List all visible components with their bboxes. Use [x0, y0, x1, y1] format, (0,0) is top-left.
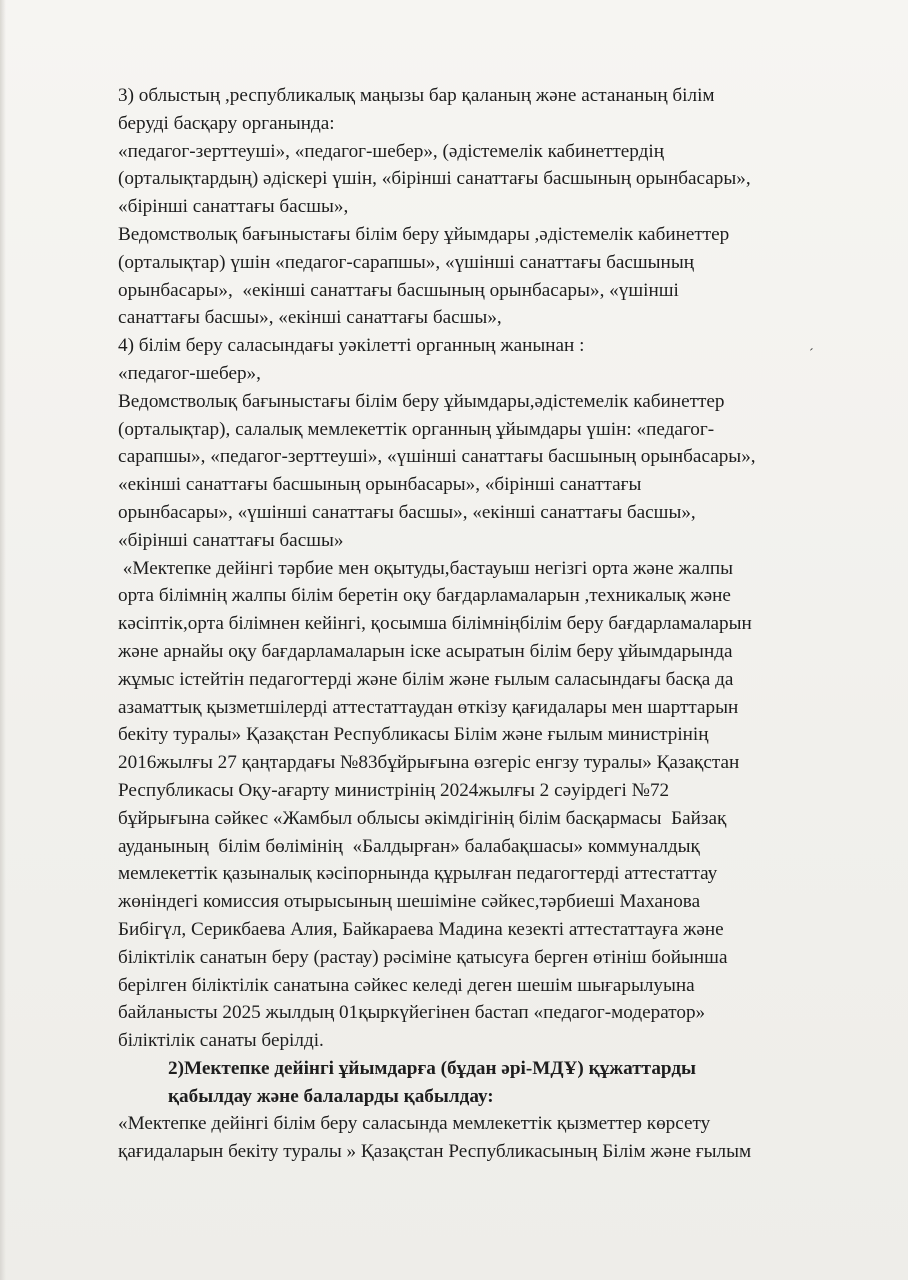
text-line: берілген біліктілік санатына сәйкес келеді деген шешім шығарылуына: [118, 974, 695, 996]
page-edge-shadow: [0, 0, 6, 1280]
text-line: қағидаларын бекіту туралы » Қазақстан Республикасының Білім және ғылым: [118, 1141, 752, 1163]
text-line: «бірінші санаттағы басшы»: [118, 529, 344, 551]
text-line: «Мектепке дейінгі білім беру саласында мемлекеттік қызметтер көрсету: [118, 1113, 711, 1135]
text-line: «Мектепке дейінгі тәрбие мен оқытуды,бастауыш негізгі орта және жалпы: [118, 557, 734, 579]
section-heading-line: қабылдау және балаларды қабылдау:: [168, 1085, 494, 1107]
text-line: Ведомстволық бағыныстағы білім беру ұйымдары,әдістемелік кабинеттер: [118, 390, 725, 412]
margin-pen-mark: ˊ: [809, 347, 814, 362]
text-line: 4) білім беру саласындағы уәкілетті органның жанынан :: [118, 335, 585, 357]
text-line: (орталықтар) үшін «педагог-сарапшы», «үшінші санаттағы басшының: [118, 251, 694, 273]
text-line: ауданының білім бөлімінің «Балдырған» балабақшасы» коммуналдық: [118, 835, 700, 857]
text-line: және арнайы оқу бағдарламаларын іске асыратын білім беру ұйымдарында: [118, 640, 733, 662]
text-line: біліктілік санаты берілді.: [118, 1030, 324, 1052]
text-line: беруді басқару органында:: [118, 112, 335, 134]
text-line: 3) облыстың ,республикалық маңызы бар қаланың және астананың білім: [118, 85, 715, 106]
text-line: «педагог-шебер»,: [118, 362, 261, 384]
text-line: Бибігүл, Серикбаева Алия, Байкараева Мадина кезекті аттестаттауға және: [118, 918, 724, 940]
section-heading-line: 2)Мектепке дейінгі ұйымдарға (бұдан әрі-МДҰ) құжаттарды: [168, 1057, 697, 1079]
text-line: мемлекеттік қазыналық кәсіпорнында құрылған педагогтерді аттестаттау: [118, 863, 718, 885]
text-line: Республикасы Оқу-ағарту министрінің 2024жылғы 2 сәуірдегі №72: [118, 779, 670, 801]
text-line: біліктілік санатын беру (растау) рәсіміне қатысуға берген өтініш бойынша: [118, 946, 728, 968]
text-line: «педагог-зерттеуші», «педагог-шебер», (әдістемелік кабинеттердің: [118, 140, 664, 162]
text-line: бекіту туралы» Қазақстан Республикасы Білім және ғылым министрінің: [118, 724, 709, 746]
document-body: [118, 82, 848, 1166]
text-line: азаматтық қызметшілерді аттестаттаудан өткізу қағидалары мен шарттарын: [118, 696, 739, 718]
text-line: 2016жылғы 27 қаңтардағы №83бұйрығына өзгеріс енгзу туралы» Қазақстан: [118, 752, 740, 774]
text-line: орынбасары», «екінші санаттағы басшының орынбасары», «үшінші: [118, 279, 679, 301]
text-line: Ведомстволық бағыныстағы білім беру ұйымдары ,әдістемелік кабинеттер: [118, 223, 730, 245]
text-line: санаттағы басшы», «екінші санаттағы басшы»,: [118, 307, 502, 329]
text-line: (орталықтардың) әдіскері үшін, «бірінші санаттағы басшының орынбасары»,: [118, 168, 751, 190]
text-line: «бірінші санаттағы басшы»,: [118, 196, 349, 218]
text-line: орынбасары», «үшінші санаттағы басшы», «екінші санаттағы басшы»,: [118, 501, 696, 523]
text-line: бұйрығына сәйкес «Жамбыл облысы әкімдігінің білім басқармасы Байзақ: [118, 807, 727, 829]
text-line: сарапшы», «педагог-зерттеуші», «үшінші санаттағы басшының орынбасары»,: [118, 446, 756, 468]
text-line: орта білімнің жалпы білім беретін оқу бағдарламаларын ,техникалық және: [118, 585, 731, 607]
text-line: жөніндегі комиссия отырысының шешіміне сәйкес,тәрбиеші Маханова: [118, 891, 701, 913]
text-line: «екінші санаттағы басшының орынбасары», «бірінші санаттағы: [118, 474, 642, 496]
text-line: байланысты 2025 жылдың 01қыркүйегінен бастап «педагог-модератор»: [118, 1002, 706, 1024]
text-line: кәсіптік,орта білімнен кейінгі, қосымша білімніңбілім беру бағдарламаларын: [118, 613, 752, 635]
text-line: жұмыс істейтін педагогтерді және білім және ғылым саласындағы басқа да: [118, 668, 734, 690]
text-line: (орталықтар), салалық мемлекеттік органның ұйымдары үшін: «педагог-: [118, 418, 715, 440]
